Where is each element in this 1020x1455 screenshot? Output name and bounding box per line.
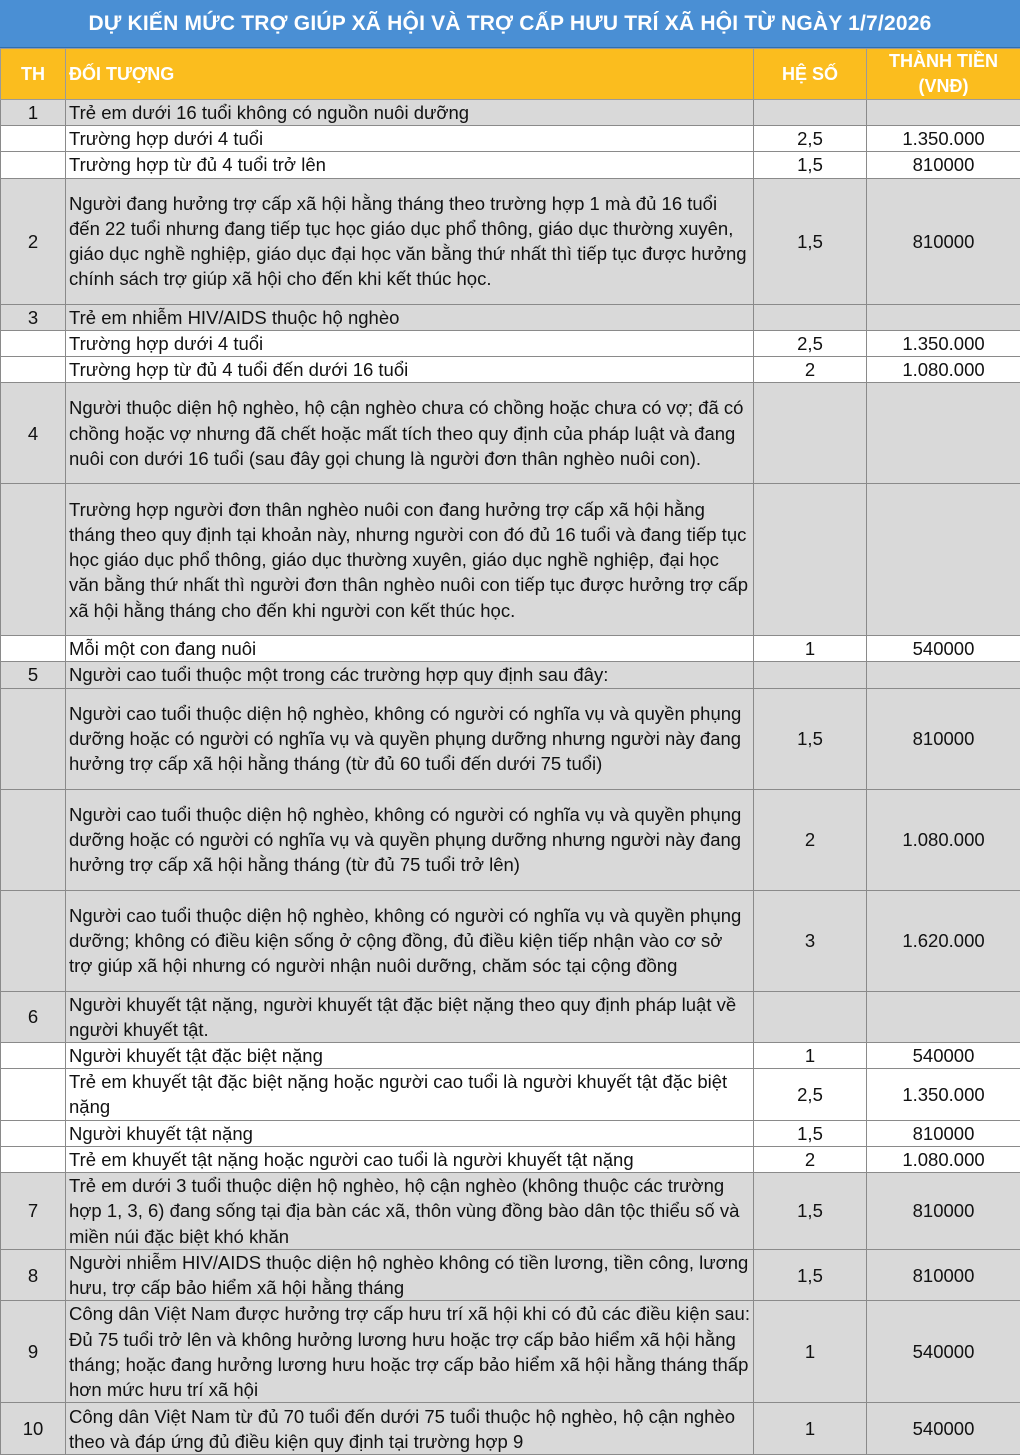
row-index: 7: [1, 1173, 66, 1250]
row-amount: [867, 662, 1020, 688]
table-row: [1, 330, 1020, 356]
row-description: Công dân Việt Nam từ đủ 70 tuổi đến dưới 75 tuổi thuộc hộ nghèo, hộ cận nghèo theo và đáp ứng đủ điều kiện quy định tại trường hợp 9: [66, 1403, 754, 1455]
table-row: [1, 1403, 1020, 1455]
row-index: 5: [1, 662, 66, 688]
table-row: [1, 152, 1020, 178]
row-description: Người cao tuổi thuộc diện hộ nghèo, không có người có nghĩa vụ và quyền phụng dưỡng hoặc có người có nghĩa vụ và quyền phụng dưỡng nhưng người này đang hưởng trợ cấp xã hội hằng tháng (từ đủ 75 tuổi trở lên): [66, 789, 754, 890]
table-row: [1, 383, 1020, 484]
row-description: Mỗi một con đang nuôi: [66, 636, 754, 662]
row-description: Công dân Việt Nam được hưởng trợ cấp hưu trí xã hội khi có đủ các điều kiện sau: Đủ 75 tuổi trở lên và không hưởng lương hưu hoặc trợ cấp bảo hiểm xã hội hằng tháng; hoặc đang hưởng lương hưu hoặc trợ cấp bảo hiểm xã hội hằng tháng thấp hơn mức hưu trí xã hội: [66, 1301, 754, 1403]
table-row: [1, 1250, 1020, 1301]
row-coefficient: 1,5: [754, 1173, 867, 1250]
row-coefficient: [754, 383, 867, 484]
row-coefficient: 2: [754, 357, 867, 383]
row-coefficient: 1: [754, 636, 867, 662]
row-index: 6: [1, 991, 66, 1042]
row-amount: [867, 991, 1020, 1042]
row-index: [1, 126, 66, 152]
table-row: [1, 1301, 1020, 1403]
row-description: Trường hợp từ đủ 4 tuổi đến dưới 16 tuổi: [66, 357, 754, 383]
header-thanh-tien: [867, 49, 1020, 100]
row-index: 9: [1, 1301, 66, 1403]
row-coefficient: [754, 662, 867, 688]
row-amount: 1.350.000: [867, 126, 1020, 152]
row-description: Trường hợp từ đủ 4 tuổi trở lên: [66, 152, 754, 178]
page-title: DỰ KIẾN MỨC TRỢ GIÚP XÃ HỘI VÀ TRỢ CẤP HƯU TRÍ XÃ HỘI TỪ NGÀY 1/7/2026: [0, 0, 1020, 48]
row-amount: 1.350.000: [867, 330, 1020, 356]
row-description: Trẻ em khuyết tật đặc biệt nặng hoặc người cao tuổi là người khuyết tật đặc biệt nặng: [66, 1069, 754, 1120]
row-amount: 810000: [867, 1250, 1020, 1301]
header-th: TH: [1, 49, 66, 100]
row-description: Trẻ em khuyết tật nặng hoặc người cao tuổi là người khuyết tật nặng: [66, 1146, 754, 1172]
row-description: Người thuộc diện hộ nghèo, hộ cận nghèo chưa có chồng hoặc chưa có vợ; đã có chồng hoặc vợ nhưng đã chết hoặc mất tích theo quy định của pháp luật và đang nuôi con dưới 16 tuổi (sau đây gọi chung là người đơn thân nghèo nuôi con).: [66, 383, 754, 484]
row-amount: 810000: [867, 178, 1020, 304]
row-description: Người nhiễm HIV/AIDS thuộc diện hộ nghèo không có tiền lương, tiền công, lương hưu, trợ cấp bảo hiểm xã hội hằng tháng: [66, 1250, 754, 1301]
row-amount: 1.080.000: [867, 1146, 1020, 1172]
table-row: [1, 304, 1020, 330]
header-thanh-tien-line1: THÀNH TIỀN: [870, 49, 1017, 74]
row-coefficient: 1,5: [754, 1250, 867, 1301]
row-amount: 1.080.000: [867, 789, 1020, 890]
row-index: 1: [1, 100, 66, 126]
row-coefficient: 2,5: [754, 126, 867, 152]
table-row: [1, 1120, 1020, 1146]
row-description: Người khuyết tật nặng, người khuyết tật đặc biệt nặng theo quy định pháp luật về người khuyết tật.: [66, 991, 754, 1042]
row-coefficient: 2: [754, 789, 867, 890]
row-index: [1, 688, 66, 789]
row-description: Người cao tuổi thuộc diện hộ nghèo, không có người có nghĩa vụ và quyền phụng dưỡng; không có điều kiện sống ở cộng đồng, đủ điều kiện tiếp nhận vào cơ sở trợ giúp xã hội nhưng có người nhận nuôi dưỡng, chăm sóc tại cộng đồng: [66, 890, 754, 991]
row-index: [1, 484, 66, 636]
row-index: [1, 789, 66, 890]
table-row: [1, 789, 1020, 890]
table-row: [1, 1173, 1020, 1250]
row-index: [1, 330, 66, 356]
row-coefficient: 1,5: [754, 688, 867, 789]
row-description: Người khuyết tật đặc biệt nặng: [66, 1043, 754, 1069]
row-amount: 810000: [867, 1173, 1020, 1250]
row-coefficient: [754, 484, 867, 636]
row-amount: [867, 383, 1020, 484]
row-description: Người cao tuổi thuộc diện hộ nghèo, không có người có nghĩa vụ và quyền phụng dưỡng hoặc có người có nghĩa vụ và quyền phụng dưỡng nhưng người này đang hưởng trợ cấp xã hội hằng tháng (từ đủ 60 tuổi đến dưới 75 tuổi): [66, 688, 754, 789]
row-index: [1, 1043, 66, 1069]
row-index: [1, 890, 66, 991]
row-amount: 810000: [867, 152, 1020, 178]
table-row: [1, 1069, 1020, 1120]
row-description: Người đang hưởng trợ cấp xã hội hằng tháng theo trường hợp 1 mà đủ 16 tuổi đến 22 tuổi nhưng đang tiếp tục học giáo dục phổ thông, giáo dục thường xuyên, giáo dục nghề nghiệp, giáo dục đại học văn bằng thứ nhất thì tiếp tục được hưởng chính sách trợ giúp xã hội cho đến khi kết thúc học.: [66, 178, 754, 304]
row-index: [1, 152, 66, 178]
row-amount: 540000: [867, 1403, 1020, 1455]
row-coefficient: 1,5: [754, 178, 867, 304]
row-amount: 810000: [867, 1120, 1020, 1146]
row-amount: 1.620.000: [867, 890, 1020, 991]
row-coefficient: [754, 991, 867, 1042]
table-row: [1, 126, 1020, 152]
row-amount: 540000: [867, 636, 1020, 662]
row-description: Trẻ em dưới 16 tuổi không có nguồn nuôi dưỡng: [66, 100, 754, 126]
row-amount: [867, 304, 1020, 330]
table-row: [1, 178, 1020, 304]
row-amount: 540000: [867, 1301, 1020, 1403]
row-index: [1, 1069, 66, 1120]
row-description: Trường hợp dưới 4 tuổi: [66, 126, 754, 152]
row-coefficient: [754, 304, 867, 330]
table-row: [1, 991, 1020, 1042]
row-index: 8: [1, 1250, 66, 1301]
row-amount: [867, 100, 1020, 126]
table-row: [1, 890, 1020, 991]
row-index: 2: [1, 178, 66, 304]
row-coefficient: 1: [754, 1043, 867, 1069]
row-description: Trường hợp dưới 4 tuổi: [66, 330, 754, 356]
row-coefficient: 2: [754, 1146, 867, 1172]
table-row: [1, 636, 1020, 662]
row-amount: [867, 484, 1020, 636]
row-description: Trường hợp người đơn thân nghèo nuôi con đang hưởng trợ cấp xã hội hằng tháng theo quy định tại khoản này, nhưng người con đó đủ 16 tuổi và đang tiếp tục học giáo dục phổ thông, giáo dục thường xuyên, giáo dục nghề nghiệp, đại học văn bằng thứ nhất thì người đơn thân nghèo nuôi con tiếp tục được hưởng trợ cấp xã hội hằng tháng cho đến khi người con kết thúc học.: [66, 484, 754, 636]
header-doi-tuong: ĐỐI TƯỢNG: [66, 49, 754, 100]
table-row: [1, 662, 1020, 688]
row-coefficient: 1: [754, 1403, 867, 1455]
row-description: Người cao tuổi thuộc một trong các trường hợp quy định sau đây:: [66, 662, 754, 688]
row-coefficient: 2,5: [754, 330, 867, 356]
row-description: Người khuyết tật nặng: [66, 1120, 754, 1146]
row-index: 3: [1, 304, 66, 330]
row-coefficient: [754, 100, 867, 126]
table-header-row: [1, 49, 1020, 100]
row-coefficient: 1,5: [754, 1120, 867, 1146]
row-description: Trẻ em dưới 3 tuổi thuộc diện hộ nghèo, hộ cận nghèo (không thuộc các trường hợp 1, 3, 6) đang sống tại địa bàn các xã, thôn vùng đồng bào dân tộc thiểu số và miền núi đặc biệt khó khăn: [66, 1173, 754, 1250]
table-row: [1, 484, 1020, 636]
row-index: 10: [1, 1403, 66, 1455]
row-index: [1, 1146, 66, 1172]
row-coefficient: 2,5: [754, 1069, 867, 1120]
subsidy-table: [0, 48, 1020, 1455]
table-row: [1, 688, 1020, 789]
header-he-so: HỆ SỐ: [754, 49, 867, 100]
header-thanh-tien-line2: (VNĐ): [870, 74, 1017, 99]
row-amount: 1.080.000: [867, 357, 1020, 383]
row-coefficient: 3: [754, 890, 867, 991]
row-coefficient: 1: [754, 1301, 867, 1403]
table-row: [1, 1146, 1020, 1172]
row-index: [1, 636, 66, 662]
row-amount: 540000: [867, 1043, 1020, 1069]
table-row: [1, 1043, 1020, 1069]
row-description: Trẻ em nhiễm HIV/AIDS thuộc hộ nghèo: [66, 304, 754, 330]
row-index: 4: [1, 383, 66, 484]
table-row: [1, 357, 1020, 383]
table-row: [1, 100, 1020, 126]
row-index: [1, 1120, 66, 1146]
row-amount: 810000: [867, 688, 1020, 789]
row-amount: 1.350.000: [867, 1069, 1020, 1120]
row-index: [1, 357, 66, 383]
row-coefficient: 1,5: [754, 152, 867, 178]
